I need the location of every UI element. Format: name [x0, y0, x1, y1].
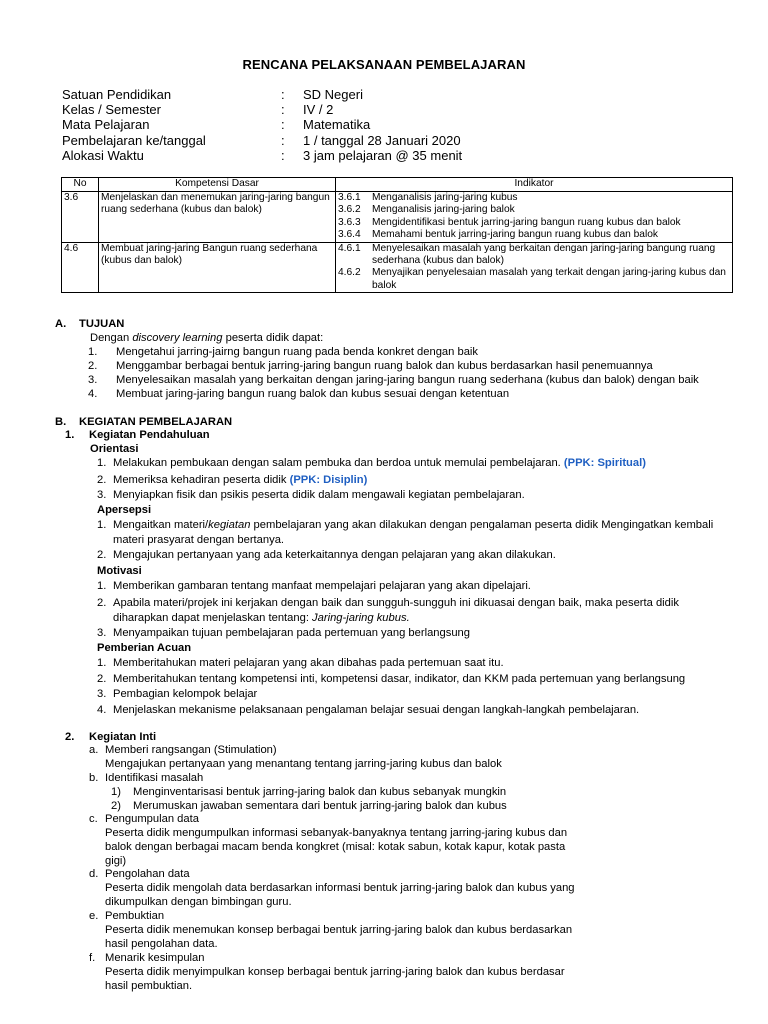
step-letter: f. — [89, 952, 96, 964]
list-number: 3. — [88, 374, 98, 386]
step-title: Pengolahan data — [105, 868, 190, 880]
step-title: Pengumpulan data — [105, 813, 199, 825]
step-text: Peserta didik mengumpulkan informasi sebanyak-banyaknya tentang jarring-jaring kubus dan — [105, 827, 568, 839]
header-indikator: Indikator — [336, 178, 733, 192]
substep-number: 2) — [111, 800, 121, 812]
indicator-item — [336, 267, 730, 292]
indicator-text: Menyelesaikan masalah yang berkaitan dengan jaring-jaring bangung ruang sederhana (kubus dan balok) — [372, 242, 716, 267]
list-number: 2. — [97, 673, 107, 685]
step-title: Identifikasi masalah — [105, 772, 204, 784]
list-number: 3. — [97, 489, 107, 501]
list-number: 2. — [97, 474, 107, 486]
item-text: Memeriksa kehadiran peserta didik — [113, 474, 290, 486]
list-item: Mengajukan pertanyaan yang ada keterkaitannya dengan pelajaran yang akan dilakukan. — [113, 549, 556, 561]
indicator-text: Memahami bentuk jarring-jaring bangun ruang kubus dan balok — [372, 229, 658, 241]
step-text: hasil pembuktian. — [105, 980, 193, 992]
substep-text: Merumuskan jawaban sementara dari bentuk jarring-jaring balok dan kubus — [133, 800, 507, 812]
table-header-row — [62, 178, 733, 192]
info-colon: : — [281, 117, 285, 133]
list-number: 2. — [97, 549, 107, 561]
list-item: Membuat jaring-jaring bangun ruang balok dan kubus sesuai dengan ketentuan — [116, 388, 510, 400]
list-number: 3. — [97, 627, 107, 639]
indicator-item — [336, 204, 730, 216]
item-text: pembelajaran yang akan dilakukan dengan pengalaman peserta didik Mengingatkan kembali — [250, 519, 714, 531]
item-emphasis: kegiatan — [208, 519, 251, 531]
info-value: Matematika — [303, 117, 371, 133]
step-text: Mengajukan pertanyaan yang menantang tentang jarring-jaring kubus dan balok — [105, 758, 502, 770]
motivasi-title: Motivasi — [97, 565, 142, 577]
list-item: Apabila materi/projek ini kerjakan dengan baik dan sungguh-sungguh ini dikuasai dengan baik, maka peserta didik — [113, 597, 679, 609]
table-row — [62, 242, 733, 293]
list-item: Memberitahukan tentang kompetensi inti, kompetensi dasar, indikator, dan KKM pada pertemuan yang berlangsung — [113, 673, 686, 685]
subsection-number: 1. — [65, 429, 75, 441]
info-value: 1 / tanggal 28 Januari 2020 — [303, 132, 461, 148]
indicator-item — [336, 217, 730, 229]
tujuan-intro — [90, 332, 323, 345]
info-label: Alokasi Waktu — [62, 147, 144, 163]
intro-text: Dengan — [90, 332, 133, 344]
item-text: diharapkan dapat menjelaskan tentang: — [113, 612, 313, 624]
step-text: Peserta didik mengolah data berdasarkan informasi bentuk jarring-jaring balok dan kubus yang — [105, 882, 575, 894]
list-item: Menjelaskan mekanisme pelaksanaan pengalaman belajar sesuai dengan langkah-langkah pembelajaran. — [113, 704, 640, 716]
step-text: hasil pengolahan data. — [105, 938, 218, 950]
step-text: Peserta didik menemukan konsep berbagai bentuk jarring-jaring balok dan kubus berdasarkan — [105, 924, 573, 936]
step-letter: b. — [89, 772, 99, 784]
list-number: 1. — [97, 657, 107, 669]
section-a-number: A. — [55, 318, 67, 330]
list-number: 2. — [97, 597, 107, 609]
step-title: Menarik kesimpulan — [105, 952, 205, 964]
list-item: Menyampaikan tujuan pembelajaran pada pertemuan yang berlangsung — [113, 627, 471, 639]
step-letter: d. — [89, 868, 99, 880]
step-text: dikumpulkan dengan bimbingan guru. — [105, 896, 292, 908]
intro-text: peserta didik dapat: — [222, 332, 324, 344]
step-text: balok dengan berbagai macam benda kongkret (misal: kotak sabun, kotak kapur, kotak pasta — [105, 841, 566, 853]
indicator-code: 3.6.2 — [338, 204, 361, 216]
section-a-heading: TUJUAN — [79, 318, 125, 330]
step-letter: c. — [89, 813, 98, 825]
indicator-code: 4.6.1 — [338, 242, 361, 254]
row-number: 3.6 — [62, 192, 99, 243]
section-b-heading: KEGIATAN PEMBELAJARAN — [79, 416, 233, 428]
competency-table — [61, 177, 733, 293]
step-title: Pembuktian — [105, 910, 165, 922]
indicator-code: 3.6.1 — [338, 192, 361, 203]
indicator-text: Menganalisis jaring-jaring balok — [372, 204, 515, 216]
section-b-number: B. — [55, 416, 67, 428]
substep-number: 1) — [111, 786, 121, 798]
apersepsi-title: Apersepsi — [97, 504, 152, 516]
list-number: 4. — [97, 704, 107, 716]
list-item — [113, 519, 713, 532]
indicator-item — [336, 243, 730, 268]
info-colon: : — [281, 87, 285, 102]
ppk-badge: (PPK: Spiritual) — [563, 457, 646, 469]
list-item-continuation — [113, 612, 410, 625]
list-item — [113, 457, 646, 470]
document-title: RENCANA PELAKSANAAN PEMBELAJARAN — [242, 57, 526, 72]
indicator-code: 3.6.3 — [338, 216, 361, 228]
subsection-title: Kegiatan Pendahuluan — [89, 429, 210, 441]
list-item: Menyiapkan fisik dan psikis peserta didik dalam mengawali kegiatan pembelajaran. — [113, 489, 525, 501]
intro-emphasis: discovery learning — [132, 332, 223, 344]
indicator-item — [336, 192, 730, 204]
list-item: Memberitahukan materi pelajaran yang akan dibahas pada pertemuan saat itu. — [113, 657, 504, 669]
list-item: Mengetahui jarring-jairng bangun ruang pada benda konkret dengan baik — [116, 346, 478, 358]
indicator-item — [336, 229, 730, 241]
info-label: Pembelajaran ke/tanggal — [62, 132, 206, 148]
acuan-title: Pemberian Acuan — [97, 642, 192, 654]
table-row — [62, 192, 733, 243]
list-number: 1. — [97, 580, 107, 592]
info-label: Kelas / Semester — [62, 102, 161, 118]
row-number: 4.6 — [62, 242, 99, 293]
info-value: SD Negeri — [303, 87, 363, 102]
list-number: 1. — [97, 519, 107, 531]
info-colon: : — [281, 102, 285, 118]
list-number: 1. — [97, 457, 107, 469]
indicator-code: 4.6.2 — [338, 267, 361, 279]
header-no: No — [62, 178, 99, 192]
info-label: Satuan Pendidikan — [62, 87, 172, 102]
step-text: gigi) — [105, 855, 127, 867]
item-text: Mengaitkan materi/ — [113, 519, 209, 531]
list-item-continuation: materi prasyarat dengan bertanya. — [113, 534, 285, 546]
indicator-code: 3.6.4 — [338, 229, 361, 241]
ppk-badge: (PPK: Disiplin) — [289, 474, 368, 486]
item-text: Melakukan pembukaan dengan salam pembuka dan berdoa untuk memulai pembelajaran. — [113, 457, 564, 469]
indikator-cell — [336, 242, 733, 293]
subsection-number: 2. — [65, 731, 75, 743]
orientasi-title: Orientasi — [90, 443, 139, 455]
step-title: Memberi rangsangan (Stimulation) — [105, 744, 277, 756]
step-letter: e. — [89, 910, 99, 922]
info-label: Mata Pelajaran — [62, 117, 150, 133]
list-number: 1. — [88, 346, 98, 358]
indikator-cell — [336, 192, 733, 243]
item-emphasis: Jaring-jaring kubus. — [312, 612, 410, 624]
list-item: Menyelesaikan masalah yang berkaitan dengan jaring-jaring bangun ruang sederhana (kubus dan balok) dengan baik — [116, 374, 699, 386]
info-value: 3 jam pelajaran @ 35 menit — [303, 147, 463, 163]
list-number: 3. — [97, 688, 107, 700]
info-value: IV / 2 — [303, 102, 334, 118]
info-colon: : — [281, 147, 285, 163]
indicator-text: Menyajikan penyelesaian masalah yang terkait dengan jaring-jaring kubus dan balok — [372, 267, 726, 291]
substep-text: Menginventarisasi bentuk jarring-jaring balok dan kubus sebanyak mungkin — [133, 786, 507, 798]
indicator-text: Menganalisis jaring-jaring kubus — [372, 192, 518, 203]
list-number: 4. — [88, 388, 98, 400]
list-number: 2. — [88, 360, 98, 372]
kompetensi-dasar-cell: Membuat jaring-jaring Bangun ruang sederhana (kubus dan balok) — [99, 242, 336, 293]
info-colon: : — [281, 132, 285, 148]
subsection-title: Kegiatan Inti — [89, 731, 157, 743]
header-kompetensi-dasar: Kompetensi Dasar — [99, 178, 336, 192]
list-item: Pembagian kelompok belajar — [113, 688, 258, 700]
list-item — [113, 474, 367, 487]
kompetensi-dasar-cell: Menjelaskan dan menemukan jaring-jaring bangun ruang sederhana (kubus dan balok) — [99, 192, 336, 243]
list-item: Memberikan gambaran tentang manfaat mempelajari pelajaran yang akan dipelajari. — [113, 580, 531, 592]
list-item: Menggambar berbagai bentuk jarring-jaring bangun ruang balok dan kubus berdasarkan hasil penemuannya — [116, 360, 653, 372]
indicator-text: Mengidentifikasi bentuk jarring-jaring bangun ruang kubus dan balok — [372, 216, 681, 228]
step-letter: a. — [89, 744, 99, 756]
step-text: Peserta didik menyimpulkan konsep berbagai bentuk jarring-jaring balok dan kubus berdasar — [105, 966, 565, 978]
